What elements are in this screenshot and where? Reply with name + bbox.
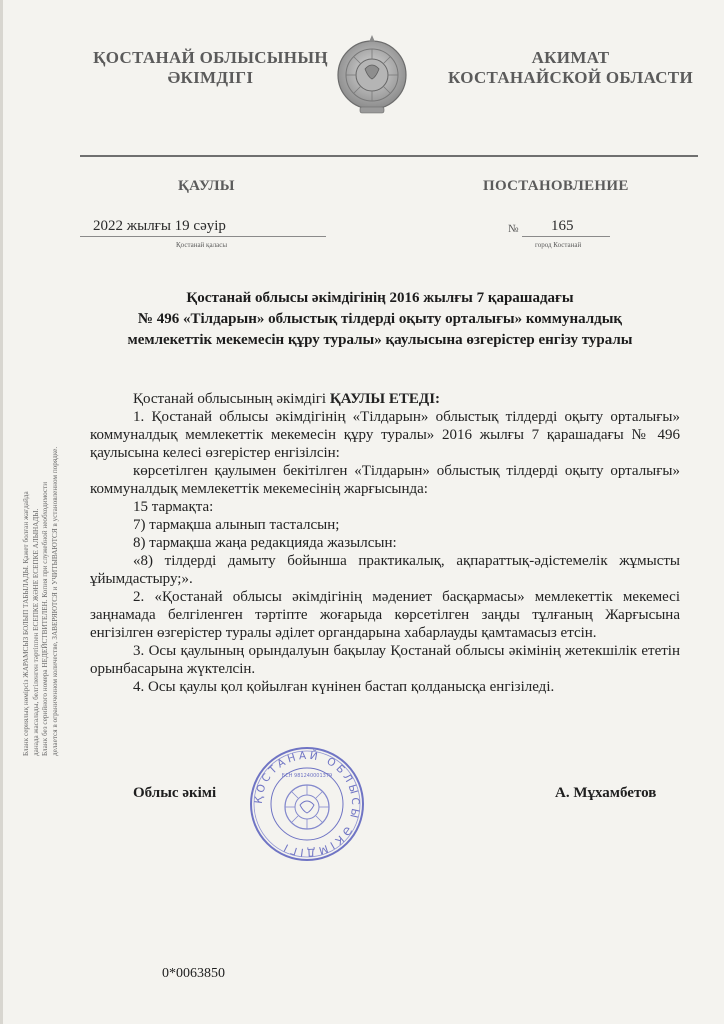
official-stamp-icon bbox=[248, 745, 366, 863]
sidebar-line1: Бланк сериялық нөмірсіз ЖАРАМСЫЗ БОЛЫП ТАБЫЛАДЫ. Қажет болған жағдайда bbox=[22, 491, 30, 756]
header-ru-line2: КОСТАНАЙСКОЙ ОБЛАСТИ bbox=[448, 68, 693, 87]
serial-number: 0*0063850 bbox=[162, 966, 225, 981]
number-sign: № bbox=[508, 223, 519, 235]
sidebar-notice bbox=[22, 316, 82, 756]
body-paragraph-1: 1. Қостанай облысы әкімдігінің «Тілдарын» облыстық тілдерді оқыту орталығы» коммуналдық мемлекеттік мекемесін құру туралы» 2016 жылғы 7 қарашадағы № 496 қаулысына келесі өзгерістер енгізілсін: bbox=[90, 409, 680, 461]
header-divider bbox=[80, 155, 698, 157]
signature-position: Облыс әкімі bbox=[133, 785, 217, 801]
signature-name: А. Мұхамбетов bbox=[555, 785, 657, 801]
header-kz-line1: ҚОСТАНАЙ ОБЛЫСЫНЫҢ bbox=[93, 48, 328, 67]
header-kz bbox=[88, 48, 333, 88]
sidebar-line4: делается в ограниченном количестве, ЗАВЕРЯЮТСЯ и УЧИТЫВАЮТСЯ в установленном порядке. bbox=[50, 446, 59, 756]
title-line1: Қостанай облысы әкімдігінің 2016 жылғы 7 қарашадағы bbox=[186, 290, 574, 306]
document-date: 2022 жылғы 19 сәуір bbox=[93, 218, 226, 234]
intro-text: Қостанай облысының әкімдігі bbox=[133, 391, 330, 407]
body-paragraph-7: 2. «Қостанай облысы әкімдігінің мәдениет басқармасы» мемлекеттік мекемесі заңнамада белгіленген тәртіпте жоғарыда көрсетілген заңды тұлғаның Жарғысына енгізілген өзгерістер туралы әділет органдарына хабарлауды қамтамасыз етсін. bbox=[90, 589, 680, 641]
body-intro bbox=[90, 390, 680, 408]
header-ru-line1: АКИМАТ bbox=[531, 48, 610, 67]
page-edge-shadow bbox=[0, 0, 3, 1024]
doc-type-ru: ПОСТАНОВЛЕНИЕ bbox=[483, 178, 629, 194]
stamp-bin: БСН 981240001379 bbox=[281, 773, 333, 779]
body-paragraph-4: 7) тармақша алынып тасталсын; bbox=[133, 517, 340, 533]
sidebar-line3: Бланк без серийного номера НЕДЕЙСТВИТЕЛЕН. Копия при служебной необходимости bbox=[41, 481, 49, 756]
document-number: 165 bbox=[551, 218, 574, 234]
body-paragraph-5: 8) тармақша жаңа редакцияда жазылсын: bbox=[133, 535, 397, 551]
body-paragraph-3: 15 тармақта: bbox=[133, 499, 214, 515]
sidebar-line2: данада жасалады, белгіленген тәртіппен ЕСЕПКЕ ЖӘНЕ ЕСЕПКЕ АЛЫНАДЫ. bbox=[31, 508, 40, 756]
body-paragraph-9: 4. Осы қаулы қол қойылған күнінен бастап қолданысқа енгізіледі. bbox=[133, 679, 555, 695]
title-line3: мемлекеттік мекемесін құру туралы» қаулысына өзгерістер енгізу туралы bbox=[127, 332, 633, 348]
stamp-ring-text: ҚОСТАНАЙ ОБЛЫСЫ ӘКІМДІГІ bbox=[252, 749, 362, 859]
header-ru bbox=[448, 48, 693, 88]
doc-type-kz: ҚАУЛЫ bbox=[178, 178, 235, 194]
intro-decree: ҚАУЛЫ ЕТЕДІ: bbox=[329, 391, 441, 407]
state-emblem-icon bbox=[335, 27, 409, 123]
body-paragraph-8: 3. Осы қаулының орындалуын бақылау Қостанай облысы әкімінің жетекшілік ететін орынбасарына жүктелсін. bbox=[90, 643, 680, 677]
header-kz-line2: ӘКІМДІГІ bbox=[167, 68, 254, 87]
title-line2: № 496 «Тілдарын» облыстық тілдерді оқыту орталығы» коммуналдық bbox=[137, 311, 623, 327]
number-underline bbox=[522, 236, 610, 237]
date-underline bbox=[80, 236, 326, 237]
document-body bbox=[90, 390, 680, 696]
body-paragraph-2: көрсетілген қаулымен бекітілген «Тілдарын» облыстық тілдерді оқыту орталығы» коммуналдық мемлекеттік мекемесінің жарғысында: bbox=[90, 463, 680, 497]
body-paragraph-6: «8) тілдерді дамыту бойынша практикалық, ақпараттық-әдістемелік жұмысты ұйымдастыру;». bbox=[90, 553, 680, 587]
document-title bbox=[80, 288, 680, 351]
city-ru: город Костанай bbox=[535, 241, 582, 249]
city-kz: Қостанай қаласы bbox=[176, 241, 228, 249]
